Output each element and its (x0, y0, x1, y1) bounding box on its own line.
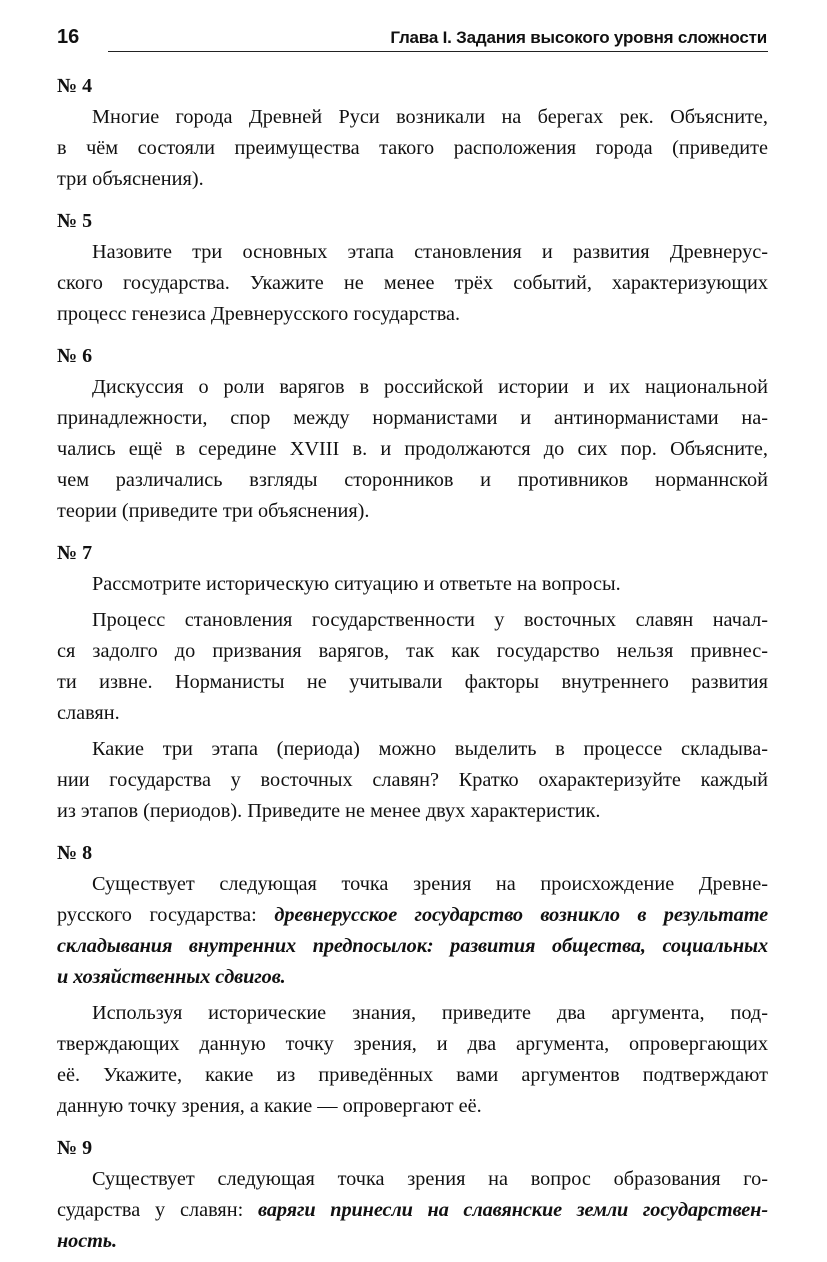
task-text (57, 372, 768, 527)
task-text (57, 869, 768, 993)
task-9 (57, 1133, 768, 1257)
text-line: тверждающих данную точку зрения, и два аргумента, опровергающих (57, 1033, 768, 1055)
page-number: 16 (57, 26, 80, 48)
text-segment: русского государства: (57, 904, 275, 926)
text-line: Существует следующая точка зрения на вопрос образования го- (92, 1168, 768, 1190)
page-header (0, 0, 827, 60)
text-line: нии государства у восточных славян? Кратко охарактеризуйте каждый (57, 769, 768, 791)
quoted-viewpoint: древнерусское государство возникло в результате (274, 904, 768, 926)
task-text (57, 1164, 768, 1257)
text-line: Процесс становления государственности у восточных славян начал- (92, 609, 768, 631)
running-head: Глава I. Задания высокого уровня сложности (390, 28, 767, 47)
text-line: три объяснения). (57, 168, 204, 190)
task-number: № 5 (57, 210, 93, 232)
text-line: принадлежности, спор между норманистами и антинорманистами на- (57, 407, 768, 429)
text-line: Существует следующая точка зрения на происхождение Древне- (92, 873, 768, 895)
task-number: № 7 (57, 542, 93, 564)
task-number: № 4 (57, 75, 93, 97)
quoted-viewpoint: варяги принесли на славянские земли государствен- (258, 1199, 768, 1221)
quoted-viewpoint: и хозяйственных сдвигов. (57, 966, 286, 988)
task-number: № 8 (57, 842, 93, 864)
text-line: чем различались взгляды сторонников и противников норманнской (57, 469, 768, 491)
task-5 (57, 206, 768, 330)
task-number: № 9 (57, 1137, 93, 1159)
quoted-viewpoint: ность. (57, 1230, 117, 1252)
task-8 (57, 838, 768, 1122)
task-7 (57, 538, 768, 827)
text-line: ского государства. Укажите не менее трёх событий, характеризующих (57, 272, 768, 294)
text-line: чались ещё в середине XVIII в. и продолжаются до сих пор. Объясните, (57, 438, 768, 460)
text-line (57, 900, 768, 931)
text-line: теории (приведите три объяснения). (57, 500, 370, 522)
header-rule (108, 51, 768, 52)
text-line: Какие три этапа (периода) можно выделить в процессе складыва- (92, 738, 768, 760)
text-line: Используя исторические знания, приведите два аргумента, под- (92, 1002, 768, 1024)
text-line: её. Укажите, какие из приведённых вами аргументов подтверждают (57, 1064, 768, 1086)
quoted-viewpoint: складывания внутренних предпосылок: развития общества, социальных (57, 935, 768, 957)
text-line: Дискуссия о роли варягов в российской истории и их национальной (92, 376, 768, 398)
task-number: № 6 (57, 345, 93, 367)
text-line: в чём состояли преимущества такого расположения города (приведите (57, 137, 768, 159)
text-line: процесс генезиса Древнерусского государства. (57, 303, 461, 325)
text-line: Назовите три основных этапа становления и развития Древнерус- (92, 241, 768, 263)
text-line (57, 1195, 768, 1226)
text-line: данную точку зрения, а какие — опровергают её. (57, 1095, 482, 1117)
task-text (57, 102, 768, 195)
page-content (57, 71, 768, 1262)
task-text (57, 569, 768, 600)
text-line: из этапов (периодов). Приведите не менее двух характеристик. (57, 800, 601, 822)
task-text (57, 734, 768, 827)
text-line: ся задолго до призвания варягов, так как государство нельзя привнес- (57, 640, 768, 662)
text-line: славян. (57, 702, 120, 724)
task-text (57, 605, 768, 729)
task-6 (57, 341, 768, 527)
task-4 (57, 71, 768, 195)
text-line: Многие города Древней Руси возникали на берегах рек. Объясните, (92, 106, 768, 128)
text-line: Рассмотрите историческую ситуацию и ответьте на вопросы. (92, 573, 621, 595)
task-text (57, 237, 768, 330)
text-segment: сударства у славян: (57, 1199, 259, 1221)
text-line: ти извне. Норманисты не учитывали факторы внутреннего развития (57, 671, 768, 693)
task-text (57, 998, 768, 1122)
